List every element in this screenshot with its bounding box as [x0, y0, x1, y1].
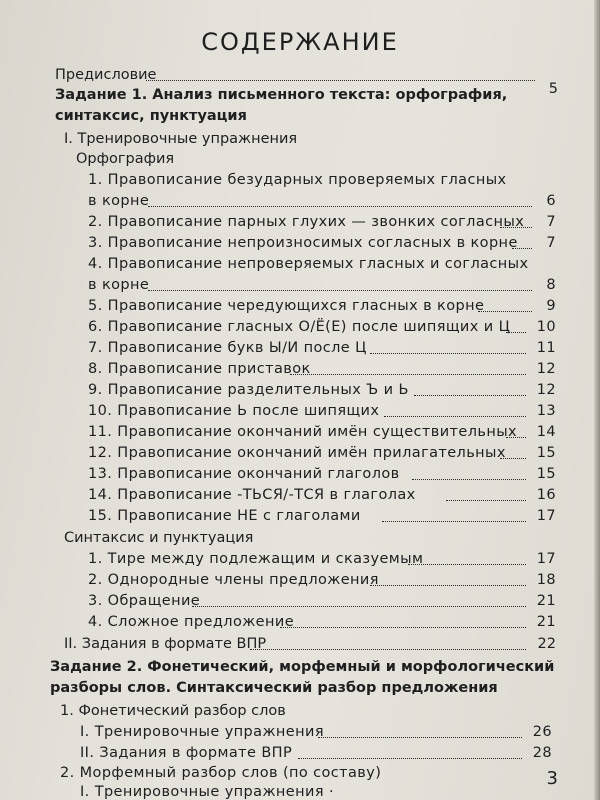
toc-entry-label: I. Тренировочные упражнения: [80, 724, 324, 740]
page-title: СОДЕРЖАНИЕ: [201, 28, 399, 56]
toc-phonetic-entry-1: [0, 721, 600, 743]
toc-page: 17: [536, 551, 556, 567]
dot-leader: [382, 505, 526, 522]
toc-entry-11: [0, 421, 600, 443]
toc-subheading-phonetic: [0, 700, 600, 722]
toc-page: 14: [536, 424, 556, 440]
dot-leader: [290, 358, 526, 375]
toc-entry-label: 3. Обращение: [88, 593, 201, 609]
toc-entry-10: [0, 400, 600, 422]
dot-leader: [412, 463, 526, 480]
toc-syntax-entry-2: [0, 569, 600, 591]
toc-entry-4-line2: [0, 274, 600, 296]
toc-heading-text: Задание 2. Фонетический, морфемный и морфологический: [50, 659, 555, 675]
toc-entry-label: 9. Правописание разделительных Ъ и Ь: [88, 382, 409, 398]
toc-page: 16: [536, 487, 556, 503]
toc-entry-label: 2. Однородные члены предложения: [88, 572, 379, 588]
toc-entry-preface: [0, 64, 600, 86]
toc-entry-label: 7. Правописание букв Ы/И после Ц: [88, 340, 367, 356]
toc-entry-label: II. Задания в формате ВПР: [80, 745, 293, 761]
toc-heading-text: синтаксис, пунктуация: [55, 108, 247, 124]
toc-entry-15: [0, 505, 600, 527]
toc-entry-label: 12. Правописание окончаний имён прилагательных: [88, 445, 506, 461]
toc-entry-label: в корне: [88, 277, 150, 293]
toc-entry-label: 5. Правописание чередующихся гласных в корне: [88, 298, 485, 314]
toc-entry-1-line1: [0, 169, 600, 191]
toc-entry-label: 10. Правописание Ь после шипящих: [88, 403, 380, 419]
toc-page: 7: [546, 214, 556, 230]
dot-leader: [318, 721, 522, 738]
toc-entry-label: 1. Правописание безударных проверяемых гласных: [88, 172, 507, 188]
toc-page: 21: [536, 614, 556, 630]
toc-entry-part2: [0, 633, 600, 655]
toc-subheading-text: I. Тренировочные упражнения: [64, 131, 298, 147]
dot-leader: [280, 611, 526, 628]
toc-page: 22: [537, 636, 556, 652]
dot-leader: [414, 379, 526, 396]
toc-heading-task2-line1: [0, 656, 600, 678]
dot-leader: [370, 337, 526, 354]
dot-leader: [408, 548, 526, 565]
dot-leader: [250, 633, 526, 650]
toc-morphemic-entry-1-hidden: [0, 781, 600, 800]
toc-entry-label: I. Тренировочные упражнения ·: [80, 784, 334, 800]
toc-page: 7: [546, 235, 556, 251]
toc-entry-2: [0, 211, 600, 233]
dot-leader: [148, 274, 532, 291]
toc-subheading-part1: [0, 128, 600, 150]
toc-entry-12: [0, 442, 600, 464]
toc-entry-8: [0, 358, 600, 380]
toc-page: 13: [536, 403, 556, 419]
toc-page: 15: [536, 445, 556, 461]
toc-subheading-text: Орфография: [76, 151, 175, 167]
toc-subheading-text: Синтаксис и пунктуация: [64, 530, 254, 546]
dot-leader: [370, 569, 526, 586]
toc-page: 26: [532, 724, 552, 740]
toc-entry-label: 4. Правописание непроверяемых гласных и согласных: [88, 256, 529, 272]
toc-heading-task1-line1: [0, 81, 600, 106]
toc-phonetic-entry-2: [0, 742, 600, 764]
toc-entry-label: 14. Правописание -ТЬСЯ/-ТСЯ в глаголах: [88, 487, 416, 503]
toc-page: 12: [536, 382, 556, 398]
toc-page: 18: [536, 572, 556, 588]
toc-syntax-entry-3: [0, 590, 600, 612]
dot-leader: [148, 190, 532, 207]
toc-entry-label: 6. Правописание гласных О/Ё(Е) после шипящих и Ц: [88, 319, 511, 335]
toc-page: 11: [536, 340, 556, 356]
toc-syntax-entry-4: [0, 611, 600, 633]
toc-heading-task1-line2: [0, 105, 600, 127]
toc-entry-1-line2: [0, 190, 600, 212]
toc-syntax-entry-1: [0, 548, 600, 570]
toc-entry-14: [0, 484, 600, 506]
toc-page: 5: [548, 81, 558, 97]
toc-entry-label: Предисловие: [55, 67, 157, 83]
toc-page: 21: [536, 593, 556, 609]
toc-entry-label: 13. Правописание окончаний глаголов: [88, 466, 400, 482]
toc-entry-label: 2. Правописание парных глухих — звонких согласных: [88, 214, 525, 230]
page-number: 3: [546, 768, 558, 789]
toc-entry-5: [0, 295, 600, 317]
toc-page: 10: [536, 319, 556, 335]
toc-entry-13: [0, 463, 600, 485]
toc-subheading-syntax: [0, 527, 600, 549]
toc-entry-9: [0, 379, 600, 401]
toc-entry-label: 4. Сложное предложение: [88, 614, 295, 630]
toc-entry-label: 3. Правописание непроизносимых согласных в корне: [88, 235, 518, 251]
toc-entry-label: в корне: [88, 193, 150, 209]
toc-page: 17: [536, 508, 556, 524]
toc-page: 8: [546, 277, 556, 293]
toc-page: 15: [536, 466, 556, 482]
toc-page: 12: [536, 361, 556, 377]
toc-heading-task2-line2: [0, 677, 600, 699]
dot-leader: [192, 590, 526, 607]
toc-entry-label: 1. Тире между подлежащим и сказуемым: [88, 551, 424, 567]
toc-entry-6: [0, 316, 600, 338]
toc-page: 6: [546, 193, 556, 209]
toc-entry-3: [0, 232, 600, 254]
toc-entry-label: II. Задания в формате ВПР: [64, 636, 267, 652]
dot-leader: [446, 484, 526, 501]
toc-heading-text: разборы слов. Синтаксический разбор предложения: [50, 680, 498, 696]
toc-entry-7: [0, 337, 600, 359]
toc-entry-4-line1: [0, 253, 600, 275]
dot-leader: [146, 64, 535, 81]
toc-entry-label: 8. Правописание приставок: [88, 361, 311, 377]
toc-entry-label: 2. Морфемный разбор слов (по составу): [60, 765, 382, 781]
toc-page: 28: [532, 745, 552, 761]
toc-heading-text: Задание 1. Анализ письменного текста: орфография,: [55, 87, 508, 103]
dot-leader: [298, 742, 522, 759]
dot-leader: [384, 400, 526, 417]
toc-page: 9: [546, 298, 556, 314]
toc-entry-label: 11. Правописание окончаний имён существительных: [88, 424, 518, 440]
toc-entry-label: 15. Правописание НЕ с глаголами: [88, 508, 361, 524]
toc-subheading-text: 1. Фонетический разбор слов: [60, 703, 286, 719]
toc-subheading-orthography: [0, 148, 600, 170]
